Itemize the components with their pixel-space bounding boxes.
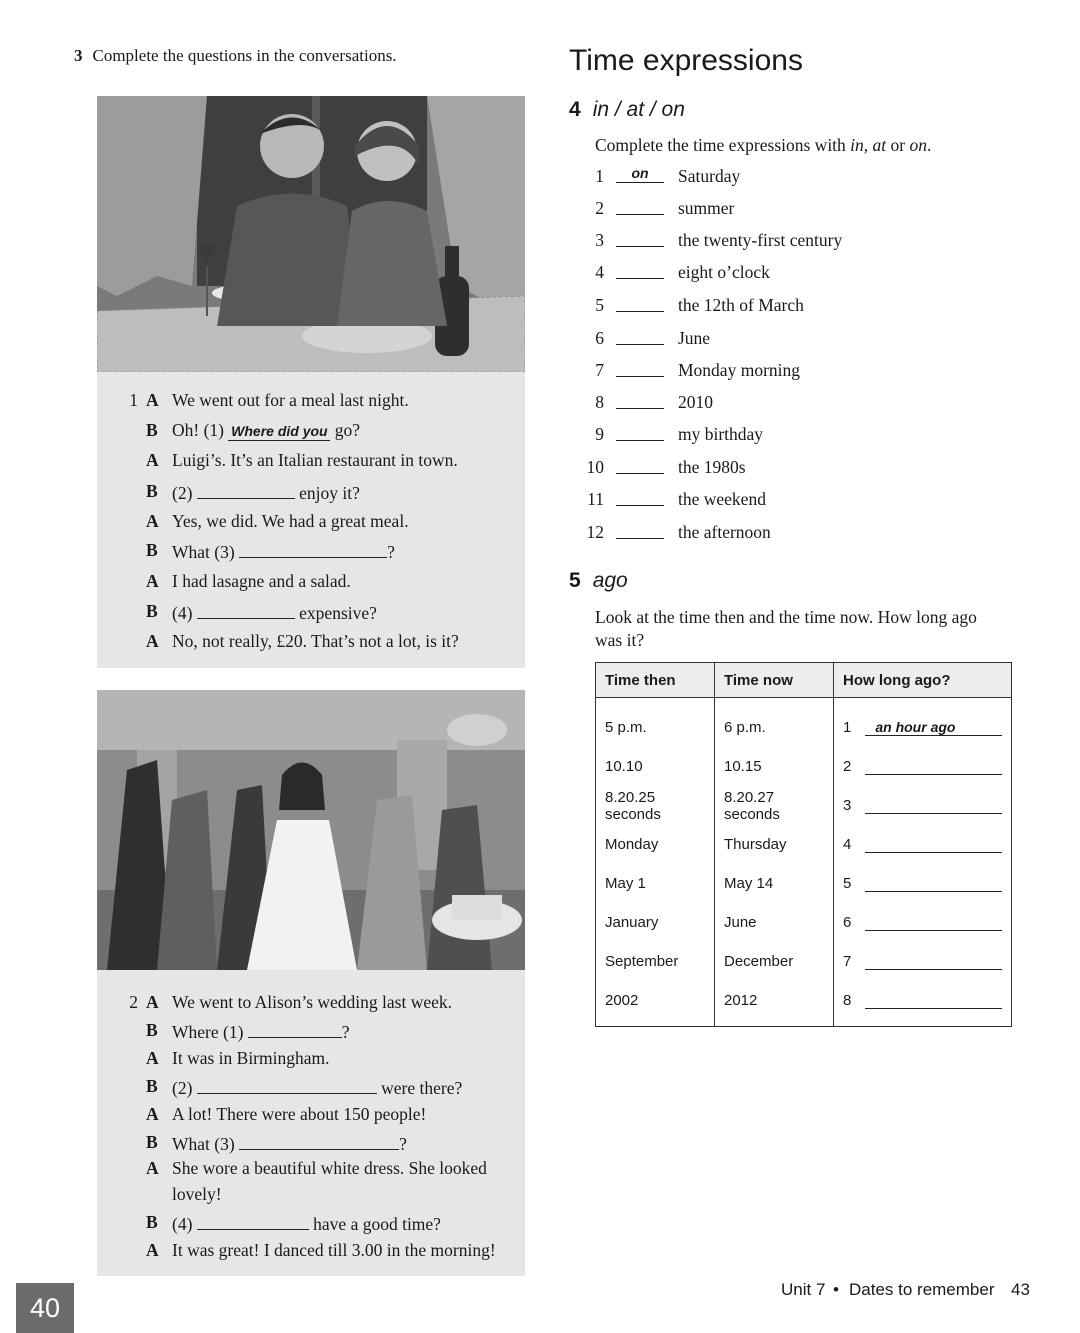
conv2-line-9 xyxy=(146,1239,496,1261)
answer-blank[interactable] xyxy=(616,293,664,312)
speaker-label: B xyxy=(146,540,158,560)
item-number: 11 xyxy=(587,489,604,509)
speaker-label: B xyxy=(146,1212,158,1232)
speaker-label: B xyxy=(146,601,158,621)
conv1-line-1 xyxy=(129,389,409,411)
line-text: expensive? xyxy=(294,603,377,623)
exercise-4-instruction xyxy=(595,134,931,157)
speaker-label: A xyxy=(146,1240,159,1260)
item-number: 1 xyxy=(595,166,604,186)
answer-blank[interactable] xyxy=(616,390,664,409)
item-number: 4 xyxy=(595,262,604,282)
item-number: 7 xyxy=(595,360,604,380)
line-text: I had lasagne and a salad. xyxy=(172,571,351,591)
ago-table-row xyxy=(596,698,1012,748)
conv2-line-7 xyxy=(146,1155,512,1207)
ago-table-header xyxy=(596,663,1012,698)
answer-blank[interactable]: Where did you xyxy=(228,422,330,441)
line-text: She wore a beautiful white dress. She looked lovely! xyxy=(172,1158,487,1204)
line-text: What (3) xyxy=(172,542,240,562)
time-then-cell: Monday xyxy=(596,825,715,864)
conv1-line-4 xyxy=(146,480,360,504)
time-now-cell: 10.15 xyxy=(715,747,834,786)
answer-blank[interactable] xyxy=(865,797,1002,814)
exercise-4-title xyxy=(569,98,685,122)
answer-blank[interactable] xyxy=(616,422,664,441)
line-text: (2) xyxy=(172,483,197,503)
answer-blank[interactable] xyxy=(239,539,387,558)
item-number: 5 xyxy=(595,295,604,315)
instruction-text: or xyxy=(886,135,910,155)
time-now-cell: 8.20.27 seconds xyxy=(715,786,834,825)
answer-blank[interactable] xyxy=(239,1131,399,1150)
answer-blank[interactable] xyxy=(865,836,1002,853)
speaker-label: B xyxy=(146,1020,158,1040)
ago-table-row xyxy=(596,942,1012,981)
exercise-3-heading xyxy=(74,46,397,66)
conv1-number: 1 xyxy=(129,390,138,410)
exercise-5-number: 5 xyxy=(569,569,581,592)
speaker-label: B xyxy=(146,420,158,440)
page-number-left: 40 xyxy=(16,1283,74,1333)
ago-table-row xyxy=(596,864,1012,903)
speaker-label: A xyxy=(146,631,159,651)
header-time-now: Time now xyxy=(715,663,834,698)
line-text: Where (1) xyxy=(172,1022,248,1042)
line-text: ? xyxy=(341,1022,350,1042)
how-long-ago-cell xyxy=(834,864,1012,903)
time-then-cell: 10.10 xyxy=(596,747,715,786)
ago-table-row xyxy=(596,747,1012,786)
answer-blank[interactable] xyxy=(197,1075,377,1094)
instruction-text: , xyxy=(863,135,873,155)
ago-table xyxy=(595,662,1012,1027)
footer-unit: Unit 7 xyxy=(781,1280,826,1299)
item-text: the afternoon xyxy=(678,522,771,542)
answer-blank[interactable] xyxy=(616,455,664,474)
time-now-cell: 2012 xyxy=(715,981,834,1027)
answer-blank[interactable] xyxy=(616,520,664,539)
item-number: 2 xyxy=(595,198,604,218)
conversation-1-panel xyxy=(97,372,525,668)
line-text: It was great! I danced till 3.00 in the morning! xyxy=(172,1240,496,1260)
item-text: 2010 xyxy=(678,392,713,412)
answer-blank[interactable] xyxy=(616,358,664,377)
item-text: the twenty-first century xyxy=(678,230,843,250)
line-text: Yes, we did. We had a great meal. xyxy=(172,511,409,531)
item-number: 7 xyxy=(843,953,852,970)
wedding-illustration xyxy=(97,690,525,970)
item-text: my birthday xyxy=(678,424,764,444)
header-time-then: Time then xyxy=(596,663,715,698)
conv1-line-7 xyxy=(146,570,351,592)
ago-table-row xyxy=(596,903,1012,942)
conv2-line-3 xyxy=(146,1047,330,1069)
time-now-cell: May 14 xyxy=(715,864,834,903)
how-long-ago-cell xyxy=(834,903,1012,942)
item-text: Saturday xyxy=(678,166,741,186)
how-long-ago-cell xyxy=(834,825,1012,864)
item-text: Monday morning xyxy=(678,360,801,380)
footer-bullet: • xyxy=(833,1280,839,1299)
header-how-long-ago: How long ago? xyxy=(834,663,1012,698)
time-now-cell: 6 p.m. xyxy=(715,698,834,748)
answer-blank[interactable] xyxy=(197,600,295,619)
conv2-line-4 xyxy=(146,1075,463,1099)
answer-blank[interactable] xyxy=(197,1211,309,1230)
time-then-cell: 8.20.25 seconds xyxy=(596,786,715,825)
page-number-right: 43 xyxy=(1011,1280,1030,1299)
item-text: summer xyxy=(678,198,735,218)
line-text: were there? xyxy=(376,1078,463,1098)
item-number: 3 xyxy=(595,230,604,250)
answer-blank[interactable] xyxy=(865,953,1002,970)
exercise-3-number: 3 xyxy=(74,46,83,65)
item-number: 2 xyxy=(843,758,852,775)
answer-blank[interactable] xyxy=(616,228,664,247)
instruction-text: on xyxy=(909,135,927,155)
item-number: 8 xyxy=(595,392,604,412)
conv1-line-8 xyxy=(146,600,377,624)
how-long-ago-cell xyxy=(834,942,1012,981)
instruction-text: in xyxy=(850,135,864,155)
conv1-line-5 xyxy=(146,510,409,532)
conv1-line-3 xyxy=(146,449,458,471)
line-text: have a good time? xyxy=(308,1214,441,1234)
ago-table-row xyxy=(596,981,1012,1027)
line-text: ? xyxy=(399,1134,407,1154)
item-number: 10 xyxy=(586,457,604,477)
time-now-cell: Thursday xyxy=(715,825,834,864)
line-text: ? xyxy=(387,542,395,562)
line-text: We went to Alison’s wedding last week. xyxy=(172,992,453,1012)
speaker-label: A xyxy=(146,992,159,1012)
time-then-cell: January xyxy=(596,903,715,942)
instruction-text: . xyxy=(927,135,932,155)
restaurant-illustration xyxy=(97,96,525,372)
answer-blank[interactable]: an hour ago xyxy=(865,719,1002,736)
speaker-label: A xyxy=(146,390,159,410)
conv2-line-2 xyxy=(146,1019,350,1043)
speaker-label: B xyxy=(146,481,158,501)
ago-table-body xyxy=(596,698,1012,1027)
answer-blank[interactable] xyxy=(616,326,664,345)
item-number: 6 xyxy=(843,914,852,931)
conv2-line-5 xyxy=(146,1103,427,1125)
item-number: 9 xyxy=(595,424,604,444)
line-text: go? xyxy=(330,420,361,440)
item-text: June xyxy=(678,328,711,348)
time-then-cell: May 1 xyxy=(596,864,715,903)
item-number: 3 xyxy=(843,797,852,814)
speaker-label: A xyxy=(146,1048,159,1068)
conv1-line-6 xyxy=(146,539,395,563)
item-number: 1 xyxy=(843,719,852,736)
instruction-text: Complete the time expressions with xyxy=(595,135,851,155)
line-text: (4) xyxy=(172,1214,197,1234)
exercise-4-title-text: in / at / on xyxy=(592,98,685,121)
line-text: What (3) xyxy=(172,1134,240,1154)
conv2-number: 2 xyxy=(129,992,138,1012)
item-text: the 1980s xyxy=(678,457,746,477)
answer-blank[interactable] xyxy=(616,260,664,279)
how-long-ago-cell xyxy=(834,698,1012,748)
answer-blank[interactable] xyxy=(865,875,1002,892)
item-number: 5 xyxy=(843,875,852,892)
how-long-ago-cell xyxy=(834,786,1012,825)
item-text: the weekend xyxy=(678,489,766,509)
answer-blank[interactable] xyxy=(616,196,664,215)
line-text: (4) xyxy=(172,603,197,623)
item-number: 8 xyxy=(843,992,852,1009)
item-number: 4 xyxy=(843,836,852,853)
conv1-line-2 xyxy=(146,419,361,441)
how-long-ago-cell xyxy=(834,981,1012,1027)
conv1-line-9 xyxy=(146,630,459,652)
speaker-label: B xyxy=(146,1132,158,1152)
exercise-4-number: 4 xyxy=(569,98,581,121)
line-text: It was in Birmingham. xyxy=(172,1048,330,1068)
line-text: No, not really, £20. That’s not a lot, is it? xyxy=(172,631,459,651)
answer-blank[interactable] xyxy=(865,758,1002,775)
time-now-cell: December xyxy=(715,942,834,981)
time-then-cell: 2002 xyxy=(596,981,715,1027)
speaker-label: B xyxy=(146,1076,158,1096)
answer-blank[interactable] xyxy=(248,1019,342,1038)
speaker-label: A xyxy=(146,1158,159,1178)
time-then-cell: 5 p.m. xyxy=(596,698,715,748)
answer-blank[interactable] xyxy=(865,992,1002,1009)
answer-blank[interactable]: on xyxy=(616,164,664,183)
exercise-5-title-text: ago xyxy=(592,569,628,592)
conv2-line-8 xyxy=(146,1211,441,1235)
time-now-cell: June xyxy=(715,903,834,942)
conv2-line-6 xyxy=(146,1131,407,1155)
item-text: eight o’clock xyxy=(678,262,770,282)
answer-blank[interactable] xyxy=(616,487,664,506)
instruction-text: at xyxy=(872,135,887,155)
line-text: Oh! (1) xyxy=(172,420,229,440)
conversation-2-panel xyxy=(97,970,525,1276)
footer-title: Dates to remember xyxy=(849,1280,995,1299)
exercise-5-title xyxy=(569,569,628,593)
item-number: 12 xyxy=(586,522,604,542)
line-text: (2) xyxy=(172,1078,197,1098)
exercise-5-instruction: Look at the time then and the time now. How long ago was it? xyxy=(595,607,977,650)
conv2-line-1 xyxy=(129,991,453,1013)
speaker-label: A xyxy=(146,1104,159,1124)
speaker-label: A xyxy=(146,571,159,591)
section-title: Time expressions xyxy=(569,44,803,77)
line-text: Luigi’s. It’s an Italian restaurant in town. xyxy=(172,450,458,470)
time-then-cell: September xyxy=(596,942,715,981)
item-number: 6 xyxy=(595,328,604,348)
line-text: We went out for a meal last night. xyxy=(172,390,409,410)
ago-table-row xyxy=(596,786,1012,825)
speaker-label: A xyxy=(146,450,159,470)
speaker-label: A xyxy=(146,511,159,531)
ago-table-row xyxy=(596,825,1012,864)
exercise-3-instruction: Complete the questions in the conversations. xyxy=(92,46,397,65)
answer-blank[interactable] xyxy=(865,914,1002,931)
item-text: the 12th of March xyxy=(678,295,804,315)
line-text: A lot! There were about 150 people! xyxy=(172,1104,427,1124)
line-text: enjoy it? xyxy=(294,483,360,503)
answer-blank[interactable] xyxy=(197,480,295,499)
how-long-ago-cell xyxy=(834,747,1012,786)
